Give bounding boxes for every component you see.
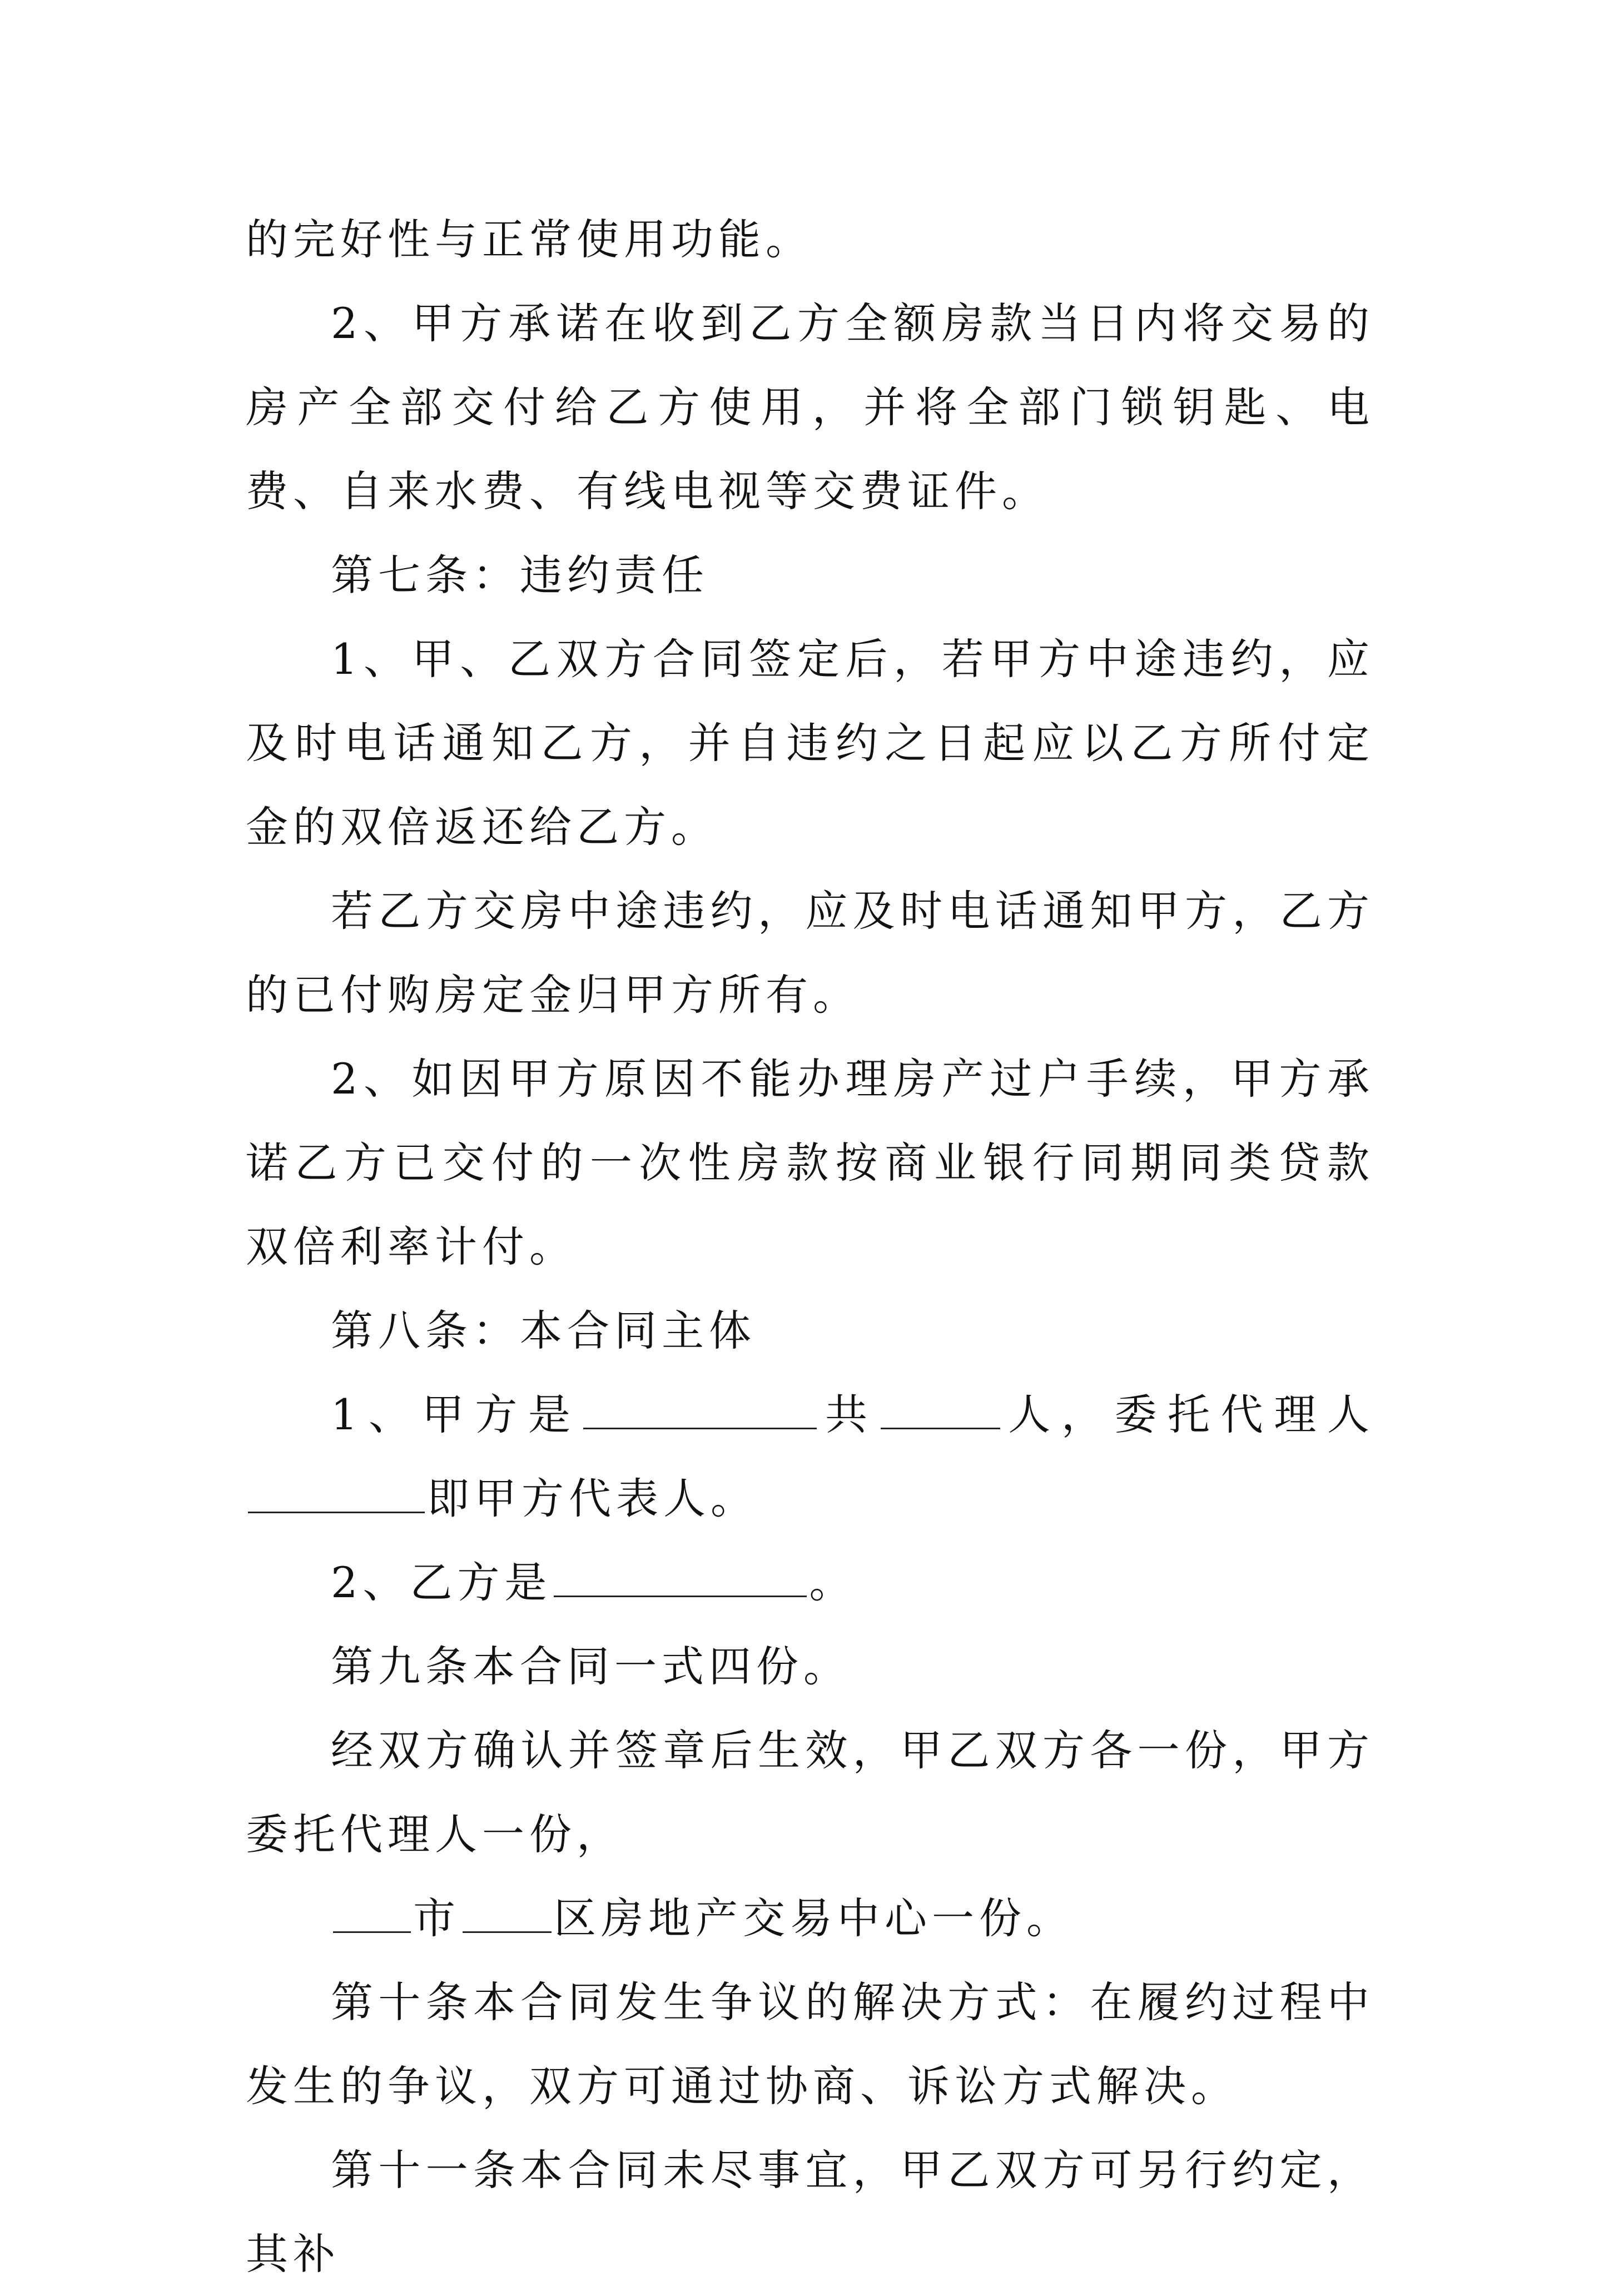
paragraph-buyer-breach: 若乙方交房中途违约，应及时电话通知甲方，乙方的已付购房定金归甲方所有。 <box>246 886 1374 1020</box>
paragraph-party-b <box>246 1540 1374 1624</box>
party-a-count-blank[interactable] <box>881 1389 1000 1429</box>
article-8-heading: 第八条：本合同主体 <box>331 1306 756 1355</box>
paragraph-functionality: 的完好性与正常使用功能。 <box>246 215 813 264</box>
paragraph-seller-breach: 1、甲、乙双方合同签定后，若甲方中途违约，应及时电话通知乙方，并自违约之日起应以乙方所付定金的双倍返还给乙方。 <box>246 634 1374 852</box>
party-a-agent-blank[interactable] <box>248 1473 425 1513</box>
party-a-name-blank[interactable] <box>583 1389 817 1429</box>
contract-body <box>246 197 1374 2296</box>
party-a-representative-text: 即甲方代表人。 <box>427 1474 758 1523</box>
party-b-name-blank[interactable] <box>554 1557 807 1597</box>
article-10-dispute: 第十条本合同发生争议的解决方式：在履约过程中发生的争议，双方可通过协商、诉讼方式解决。 <box>246 1977 1374 2111</box>
city-blank[interactable] <box>333 1892 411 1933</box>
exchange-center-text: 区房地产交易中心一份。 <box>554 1894 1074 1943</box>
party-a-count-label: 共 <box>819 1390 878 1439</box>
article-11-supplement: 第十一条本合同未尽事宜，甲乙双方可另行约定，其补 <box>246 2145 1374 2279</box>
paragraph-transfer-failure: 2、如因甲方原因不能办理房产过户手续，甲方承诺乙方已交付的一次性房款按商业银行同期同类贷款双倍利率计付。 <box>246 1054 1374 1271</box>
paragraph-handover-commitment: 2、甲方承诺在收到乙方全额房款当日内将交易的房产全部交付给乙方使用，并将全部门锁钥匙、电费、自来水费、有线电视等交费证件。 <box>246 299 1374 516</box>
city-label: 市 <box>413 1894 460 1943</box>
party-a-agent-label: 人，委托代理人 <box>1002 1390 1375 1439</box>
paragraph-exchange-center <box>246 1876 1374 1960</box>
article-9-heading: 第九条本合同一式四份。 <box>331 1642 851 1691</box>
article-7-heading: 第七条：违约责任 <box>331 550 709 600</box>
district-blank[interactable] <box>463 1892 552 1933</box>
paragraph-copies-distribution: 经双方确认并签章后生效，甲乙双方各一份，甲方委托代理人一份， <box>246 1726 1374 1859</box>
party-b-label: 2、乙方是 <box>331 1558 552 1607</box>
party-b-period: 。 <box>809 1558 857 1607</box>
paragraph-party-a <box>246 1373 1374 1540</box>
party-a-label: 1、甲方是 <box>331 1390 582 1439</box>
